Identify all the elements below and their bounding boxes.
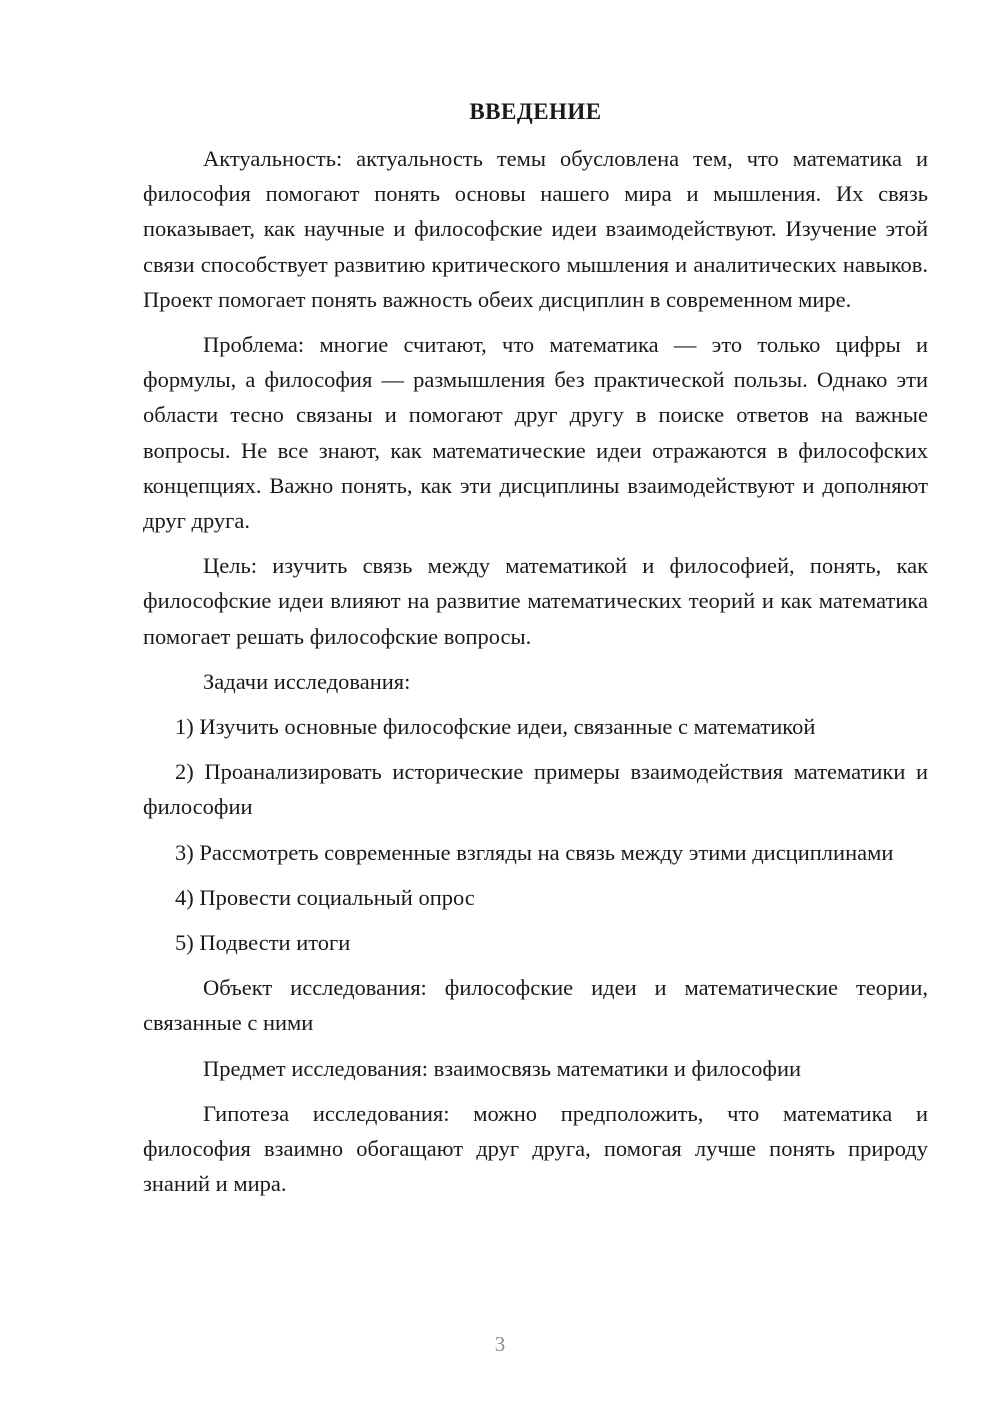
task-item-4: 4) Провести социальный опрос bbox=[175, 884, 475, 910]
task-item-2: 2) Проанализировать исторические примеры взаимодействия математики и философии bbox=[143, 759, 928, 820]
paragraph-tasks-heading: Задачи исследования: bbox=[203, 668, 411, 694]
task-item-3: 3) Рассмотреть современные взгляды на связь между этими дисциплинами bbox=[175, 839, 894, 865]
page-title: ВВЕДЕНИЕ bbox=[469, 99, 602, 124]
task-item-5: 5) Подвести итоги bbox=[175, 930, 351, 956]
page-number: 3 bbox=[494, 1332, 506, 1356]
paragraph-hypothesis: Гипотеза исследования: можно предположить, что математика и философия взаимно обогащают друг друга, помогая лучше понять природу знаний и мира. bbox=[143, 1100, 928, 1197]
paragraph-problem: Проблема: многие считают, что математика — это только цифры и формулы, а философия — размышления без практической пользы. Однако эти области тесно связаны и помогают друг другу в поиске ответов на важные вопросы. Не все знают, как математические идеи отражаются в философских концепциях. Важно понять, как эти дисциплины взаимодействуют и дополняют друг друга. bbox=[143, 332, 928, 534]
paragraph-object: Объект исследования: философские идеи и математические теории, связанные с ними bbox=[143, 975, 928, 1036]
task-item-1: 1) Изучить основные философские идеи, связанные с математикой bbox=[175, 714, 816, 740]
paragraph-subject: Предмет исследования: взаимосвязь математики и философии bbox=[203, 1055, 802, 1081]
paragraph-relevance: Актуальность: актуальность темы обусловлена тем, что математика и философия помогают понять основы нашего мира и мышления. Их связь показывает, как научные и философские идеи взаимодействуют. Изучение этой связи способствует развитию критического мышления и аналитических навыков. Проект помогает понять важность обеих дисциплин в современном мире. bbox=[143, 146, 928, 312]
paragraph-goal: Цель: изучить связь между математикой и философией, понять, как философские идеи влияют на развитие математических теорий и как математика помогает решать философские вопросы. bbox=[143, 553, 928, 649]
document-page bbox=[143, 94, 928, 1201]
